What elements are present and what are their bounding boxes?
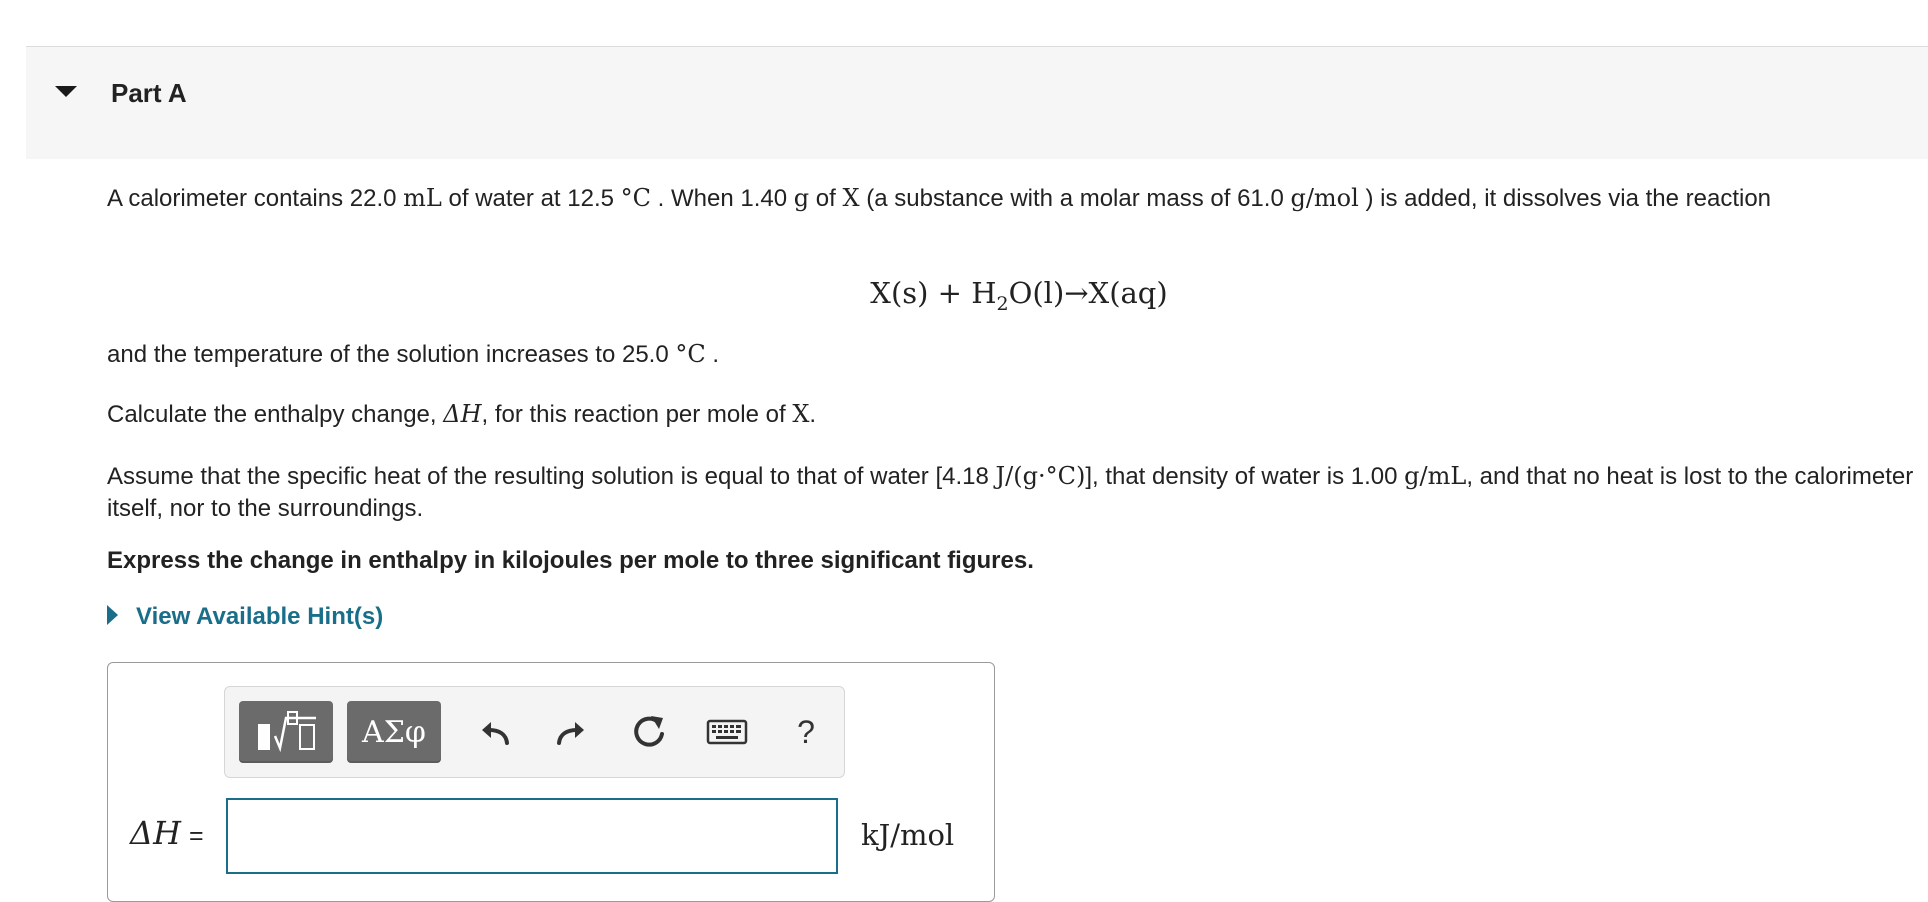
assumption-statement: Assume that the specific heat of the resulting solution is equal to that of water [4.18 J/(g·°C)], that density of water is 1.00 g/mL, and that no heat is lost to the calorimeter itself, nor to the surroundings. (107, 462, 1914, 522)
math-toolbar (224, 686, 845, 778)
templates-icon (246, 706, 326, 758)
question-statement: Calculate the enthalpy change, ΔH, for this reaction per mole of X. (107, 400, 817, 428)
instruction-text: Express the change in enthalpy in kilojoules per mole to three significant figures. (107, 547, 1034, 574)
view-hints-label[interactable]: View Available Hint(s) (136, 603, 384, 630)
redo-icon[interactable] (548, 709, 594, 755)
expand-caret-icon[interactable] (107, 605, 118, 625)
part-header[interactable] (26, 47, 1928, 159)
temperature-statement: and the temperature of the solution increases to 25.0 °C . (107, 340, 720, 368)
greek-symbols-label: ΑΣφ (362, 714, 426, 750)
templates-button[interactable] (239, 701, 333, 763)
keyboard-icon[interactable] (704, 709, 750, 755)
reaction-equation: $X(s) + H_2O(l)\to X(aq)$ (870, 276, 1168, 315)
undo-icon[interactable] (472, 709, 518, 755)
answer-unit-label: kJ/mol (861, 818, 955, 852)
answer-variable-label: ΔH = (130, 814, 204, 852)
view-hints-link[interactable] (107, 603, 383, 631)
part-title: Part A (111, 78, 187, 108)
reset-icon[interactable] (626, 709, 672, 755)
answer-input[interactable] (226, 798, 838, 874)
collapse-caret-icon[interactable] (55, 86, 77, 97)
help-button[interactable]: ? (797, 713, 815, 750)
greek-symbols-button[interactable] (347, 701, 441, 763)
problem-statement: A calorimeter contains 22.0 mL of water at 12.5 °C . When 1.40 g of X (a substance with a molar mass of 61.0 g/mol ) is added, it dissolves via the reaction (107, 184, 1772, 212)
